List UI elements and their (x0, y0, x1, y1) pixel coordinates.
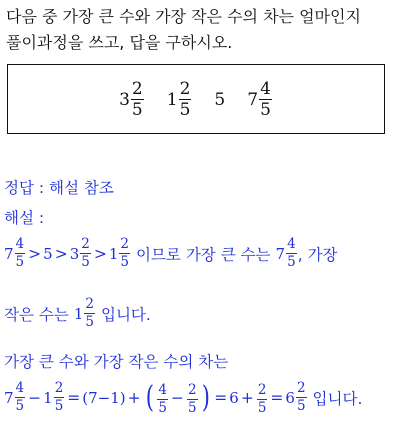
numerator: 2 (257, 382, 267, 398)
explanation-line-2 (4, 298, 151, 329)
denominator: 5 (287, 253, 296, 270)
number-4 (247, 81, 273, 119)
denominator: 5 (15, 397, 25, 414)
numerator: 2 (81, 236, 90, 252)
denominator: 5 (257, 399, 267, 416)
denominator: 5 (54, 397, 64, 414)
minus-sign: − (170, 388, 184, 407)
number-2-whole: 1 (166, 90, 178, 110)
numbers-box (7, 64, 385, 134)
gt-sign: > (93, 244, 107, 263)
numerator: 2 (296, 380, 306, 396)
question-line-1: 다음 중 가장 큰 수와 가장 작은 수의 차는 얼마인지 (6, 7, 361, 26)
fraction-smallest (74, 298, 96, 329)
numbers-row (8, 81, 384, 119)
denominator: 5 (187, 399, 197, 416)
explanation-text: 이므로 가장 큰 수는 (135, 245, 271, 264)
number-2-denominator: 5 (179, 100, 191, 120)
fraction-1-2-5 (43, 382, 65, 413)
denominator: 5 (120, 253, 129, 270)
fraction-largest (276, 238, 298, 269)
frac (54, 382, 65, 413)
equals-sign: = (214, 388, 228, 407)
number-4-whole: 7 (247, 90, 259, 110)
minus-sign: − (28, 388, 42, 407)
number-1-fraction (131, 81, 144, 119)
six: 6 (229, 388, 239, 407)
whole: 6 (285, 388, 295, 407)
number-3 (214, 90, 225, 110)
numerator: 4 (15, 380, 25, 396)
numerator: 2 (187, 382, 197, 398)
whole: 1 (108, 244, 119, 263)
explanation-text-tail: 입니다. (312, 389, 363, 408)
denominator: 5 (158, 399, 167, 416)
frac (80, 238, 91, 269)
numerator: 4 (287, 236, 296, 252)
fraction-7-4-5 (4, 382, 26, 413)
numerator: 2 (120, 236, 129, 252)
denominator: 5 (296, 397, 306, 414)
number-4-fraction (259, 81, 272, 119)
whole-difference: (7−1) (82, 388, 126, 407)
frac (119, 238, 130, 269)
question-line-2: 풀이과정을 쓰고, 답을 구하시오. (6, 33, 233, 52)
explanation-line-4 (4, 380, 362, 415)
frac (286, 238, 297, 269)
numerator: 4 (158, 382, 167, 398)
frac (84, 298, 95, 329)
whole: 7 (4, 388, 14, 407)
whole: 1 (73, 304, 84, 323)
whole: 7 (4, 244, 14, 263)
number-4-numerator: 4 (260, 79, 271, 99)
frac (296, 382, 307, 413)
right-paren: ) (201, 379, 210, 415)
fraction-2-5 (256, 380, 269, 415)
gt-sign: > (54, 244, 68, 263)
fraction-2-5 (186, 380, 199, 415)
numerator: 2 (85, 296, 94, 312)
plus-sign: + (240, 388, 254, 407)
number-4-denominator: 5 (260, 100, 271, 120)
number-2-numerator: 2 (179, 79, 191, 99)
equals-sign: = (270, 388, 284, 407)
whole: 7 (275, 244, 286, 263)
whole: 3 (69, 244, 80, 263)
number-1-whole: 3 (119, 90, 130, 110)
frac (157, 384, 168, 415)
frac (187, 384, 198, 415)
five: 5 (43, 244, 53, 263)
numerator: 4 (15, 236, 25, 252)
explanation-label: 해설 : (4, 209, 45, 227)
fraction-1-2-5 (109, 238, 131, 269)
explanation-text-tail: , 가장 (297, 245, 338, 264)
number-2-fraction (179, 81, 192, 119)
numerator: 2 (54, 380, 64, 396)
denominator: 5 (81, 253, 90, 270)
plus-sign: + (127, 388, 141, 407)
whole: 1 (43, 388, 53, 407)
explanation-text-tail: 입니다. (100, 305, 151, 324)
answer-label: 정답 : 해설 참조 (4, 179, 114, 197)
number-1-denominator: 5 (131, 100, 143, 120)
denominator: 5 (15, 253, 25, 270)
number-3-whole: 5 (214, 90, 226, 110)
fraction-4-5 (156, 380, 169, 415)
gt-sign: > (28, 244, 42, 263)
explanation-line-3: 가장 큰 수와 가장 작은 수의 차는 (4, 353, 229, 371)
explanation-text: 작은 수는 (4, 305, 69, 324)
explanation-line-1 (4, 238, 338, 269)
question-text (6, 4, 361, 56)
number-1 (119, 81, 145, 119)
equals-sign: = (67, 388, 81, 407)
frac (257, 384, 268, 415)
fraction-3-2-5 (70, 238, 92, 269)
number-2 (167, 81, 193, 119)
left-paren: ( (145, 379, 154, 415)
fraction-result (285, 382, 307, 413)
frac (15, 238, 26, 269)
denominator: 5 (85, 313, 94, 330)
fraction-7-4-5 (4, 238, 26, 269)
number-1-numerator: 2 (131, 79, 143, 99)
frac (15, 382, 26, 413)
